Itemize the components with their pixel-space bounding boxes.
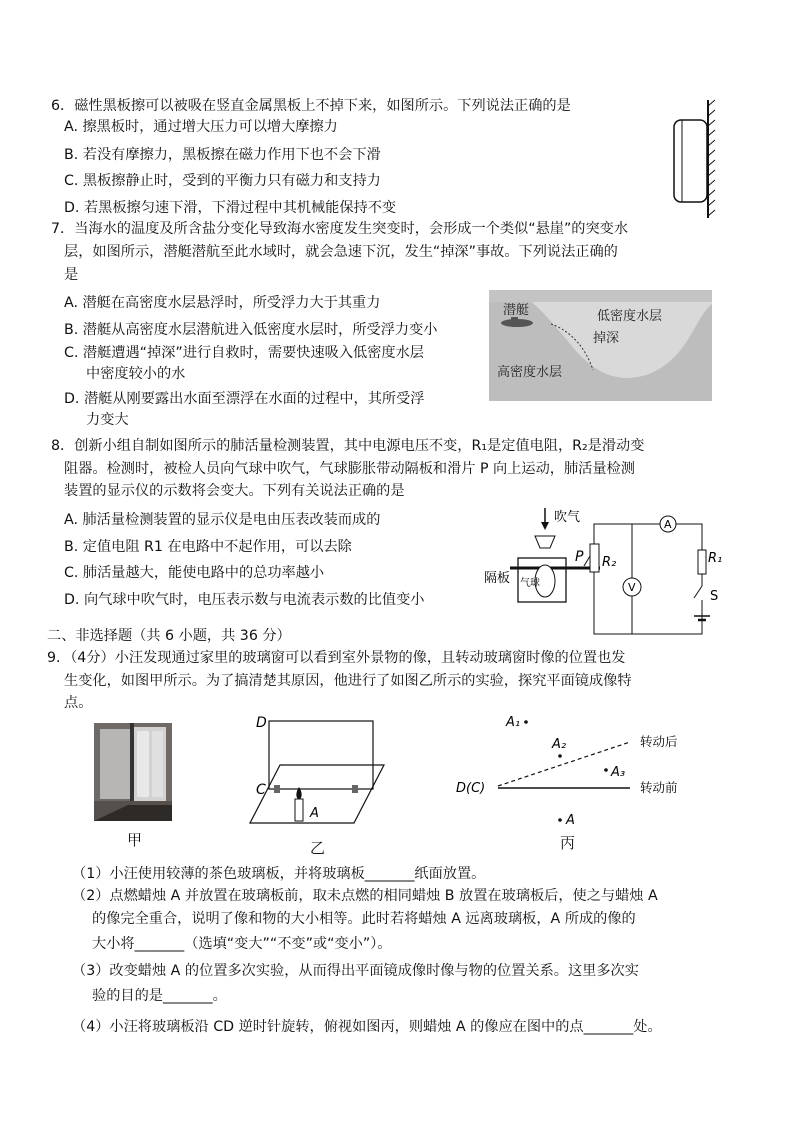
before-rotation-label: 转动前: [640, 780, 678, 795]
q9-part2-cont1: 的像完全重合，说明了像和物的大小相等。此时若将蜡烛 A 远离玻璃板，A 所成的像的: [92, 911, 636, 927]
q8-option-b: B. 定值电阻 R1 在电路中不起作用，可以去除: [64, 539, 352, 555]
switch-label: S: [710, 589, 719, 604]
q6-option-c: C. 黑板擦静止时，受到的平衡力只有磁力和支持力: [64, 173, 381, 189]
balloon-label: 气球: [520, 578, 540, 589]
point-a-label: A: [566, 813, 575, 828]
q8-option-c: C. 肺活量越大，能使电路中的总功率越小: [64, 565, 325, 581]
section2-heading: 二、非选择题（共 6 小题，共 36 分）: [47, 628, 291, 644]
q9-stem-line1: 9．（4分）小汪发现通过家里的玻璃窗可以看到室外景物的像，且转动玻璃窗时像的位置也发: [47, 650, 626, 666]
r1-label: R₁: [708, 551, 723, 566]
q6-option-b: B. 若没有摩擦力，黑板擦在磁力作用下也不会下滑: [64, 147, 381, 163]
density-layer-figure: [489, 290, 712, 401]
point-a1-label: A₁: [506, 715, 521, 730]
window-photo-figure: [94, 723, 172, 821]
submarine-label: 潜艇: [503, 303, 530, 318]
point-a3-label: A₃: [611, 765, 626, 780]
q9-part3: （3）改变蜡烛 A 的位置多次实验，从而得出平面镜成像时像与物的位置关系。这里多次实: [72, 963, 639, 979]
ammeter-label: A: [664, 518, 672, 531]
drop-depth-label: 掉深: [593, 331, 620, 346]
q8-stem-line3: 装置的显示仪的示数将会变大。下列有关说法正确的是: [64, 483, 405, 499]
q7-stem-line1: 7．当海水的温度及所含盐分变化导致海水密度发生突变时，会形成一个类似“悬崖”的突变水: [51, 221, 629, 237]
q7-stem-line2: 层，如图所示，潜艇潜航至此水域时，就会急速下沉，发生“掉深”事故。下列说法正确的: [64, 244, 618, 260]
q7-option-b: B. 潜艇从高密度水层潜航进入低密度水层时，所受浮力变小: [64, 322, 438, 338]
top-view-figure: [454, 710, 694, 830]
caption-jia: 甲: [127, 831, 143, 849]
q8-option-a: A. 肺活量检测装置的显示仪是电由压表改装而成的: [64, 512, 381, 528]
point-a2-label: A₂: [552, 737, 567, 752]
q9-stem-line2: 生变化，如图甲所示。为了搞清楚其原因，他进行了如图乙所示的实验，探究平面镜成像特: [64, 673, 632, 689]
q7-option-d-cont: 力变大: [86, 412, 129, 428]
q7-option-a: A. 潜艇在高密度水层悬浮时，所受浮力大于其重力: [64, 295, 381, 311]
q8-stem-line2: 阻器。检测时，被检人员向气球中吹气，气球膨胀带动隔板和滑片 P 向上运动，肺活量检测: [64, 461, 635, 477]
point-d-label: D: [256, 715, 267, 731]
low-density-label: 低密度水层: [597, 309, 663, 324]
r2-label: R₂: [602, 555, 617, 570]
candle-a-label: A: [310, 806, 319, 821]
q8-option-d: D. 向气球中吹气时，电压表示数与电流表示数的比值变小: [64, 592, 425, 608]
caption-bing: 丙: [560, 834, 576, 852]
q7-option-d: D. 潜艇从刚要露出水面至漂浮在水面的过程中，其所受浮: [64, 391, 425, 407]
q8-stem-line1: 8．创新小组自制如图所示的肺活量检测装置，其中电源电压不变，R₁是定值电阻，R₂是滑动变: [51, 438, 645, 454]
slider-p-label: P: [575, 549, 584, 565]
after-rotation-label: 转动后: [640, 734, 678, 749]
q6-option-a: A. 擦黑板时，通过增大压力可以增大摩擦力: [64, 119, 338, 135]
voltmeter-label: V: [628, 581, 636, 594]
q9-part2: （2）点燃蜡烛 A 并放置在玻璃板前，取未点燃的相同蜡烛 B 放置在玻璃板后，使之与蜡烛 A: [72, 888, 658, 904]
lung-capacity-circuit-figure: [480, 506, 723, 642]
q6-stem: 6．磁性黑板擦可以被吸在竖直金属黑板上不掉下来，如图所示。下列说法正确的是: [51, 98, 571, 114]
q7-stem-line3: 是: [64, 267, 79, 283]
q9-part3-cont: 验的目的是_______。: [92, 988, 227, 1004]
partition-label: 隔板: [484, 571, 511, 586]
blow-label: 吹气: [554, 510, 581, 525]
glass-plate-experiment-figure: [248, 713, 388, 828]
point-c-label: C: [256, 782, 266, 798]
eraser-on-board-figure: [668, 98, 718, 220]
q7-option-c-cont: 中密度较小的水: [86, 366, 186, 382]
q9-stem-line3: 点。: [64, 695, 93, 711]
q9-part1: （1）小汪使用较薄的茶色玻璃板，并将玻璃板_______纸面放置。: [72, 866, 486, 882]
q9-part4: （4）小汪将玻璃板沿 CD 逆时针旋转，俯视如图丙，则蜡烛 A 的像应在图中的点_______处。: [72, 1019, 662, 1035]
high-density-label: 高密度水层: [497, 365, 563, 380]
q9-part2-cont2: 大小将_______（选填“变大”“不变”或“变小”）。: [92, 936, 392, 952]
point-dc-label: D(C): [456, 781, 486, 796]
caption-yi: 乙: [310, 839, 326, 857]
q6-option-d: D. 若黑板擦匀速下滑，下滑过程中其机械能保持不变: [64, 200, 397, 216]
q7-option-c: C. 潜艇遭遇“掉深”进行自救时，需要快速吸入低密度水层: [64, 345, 424, 361]
